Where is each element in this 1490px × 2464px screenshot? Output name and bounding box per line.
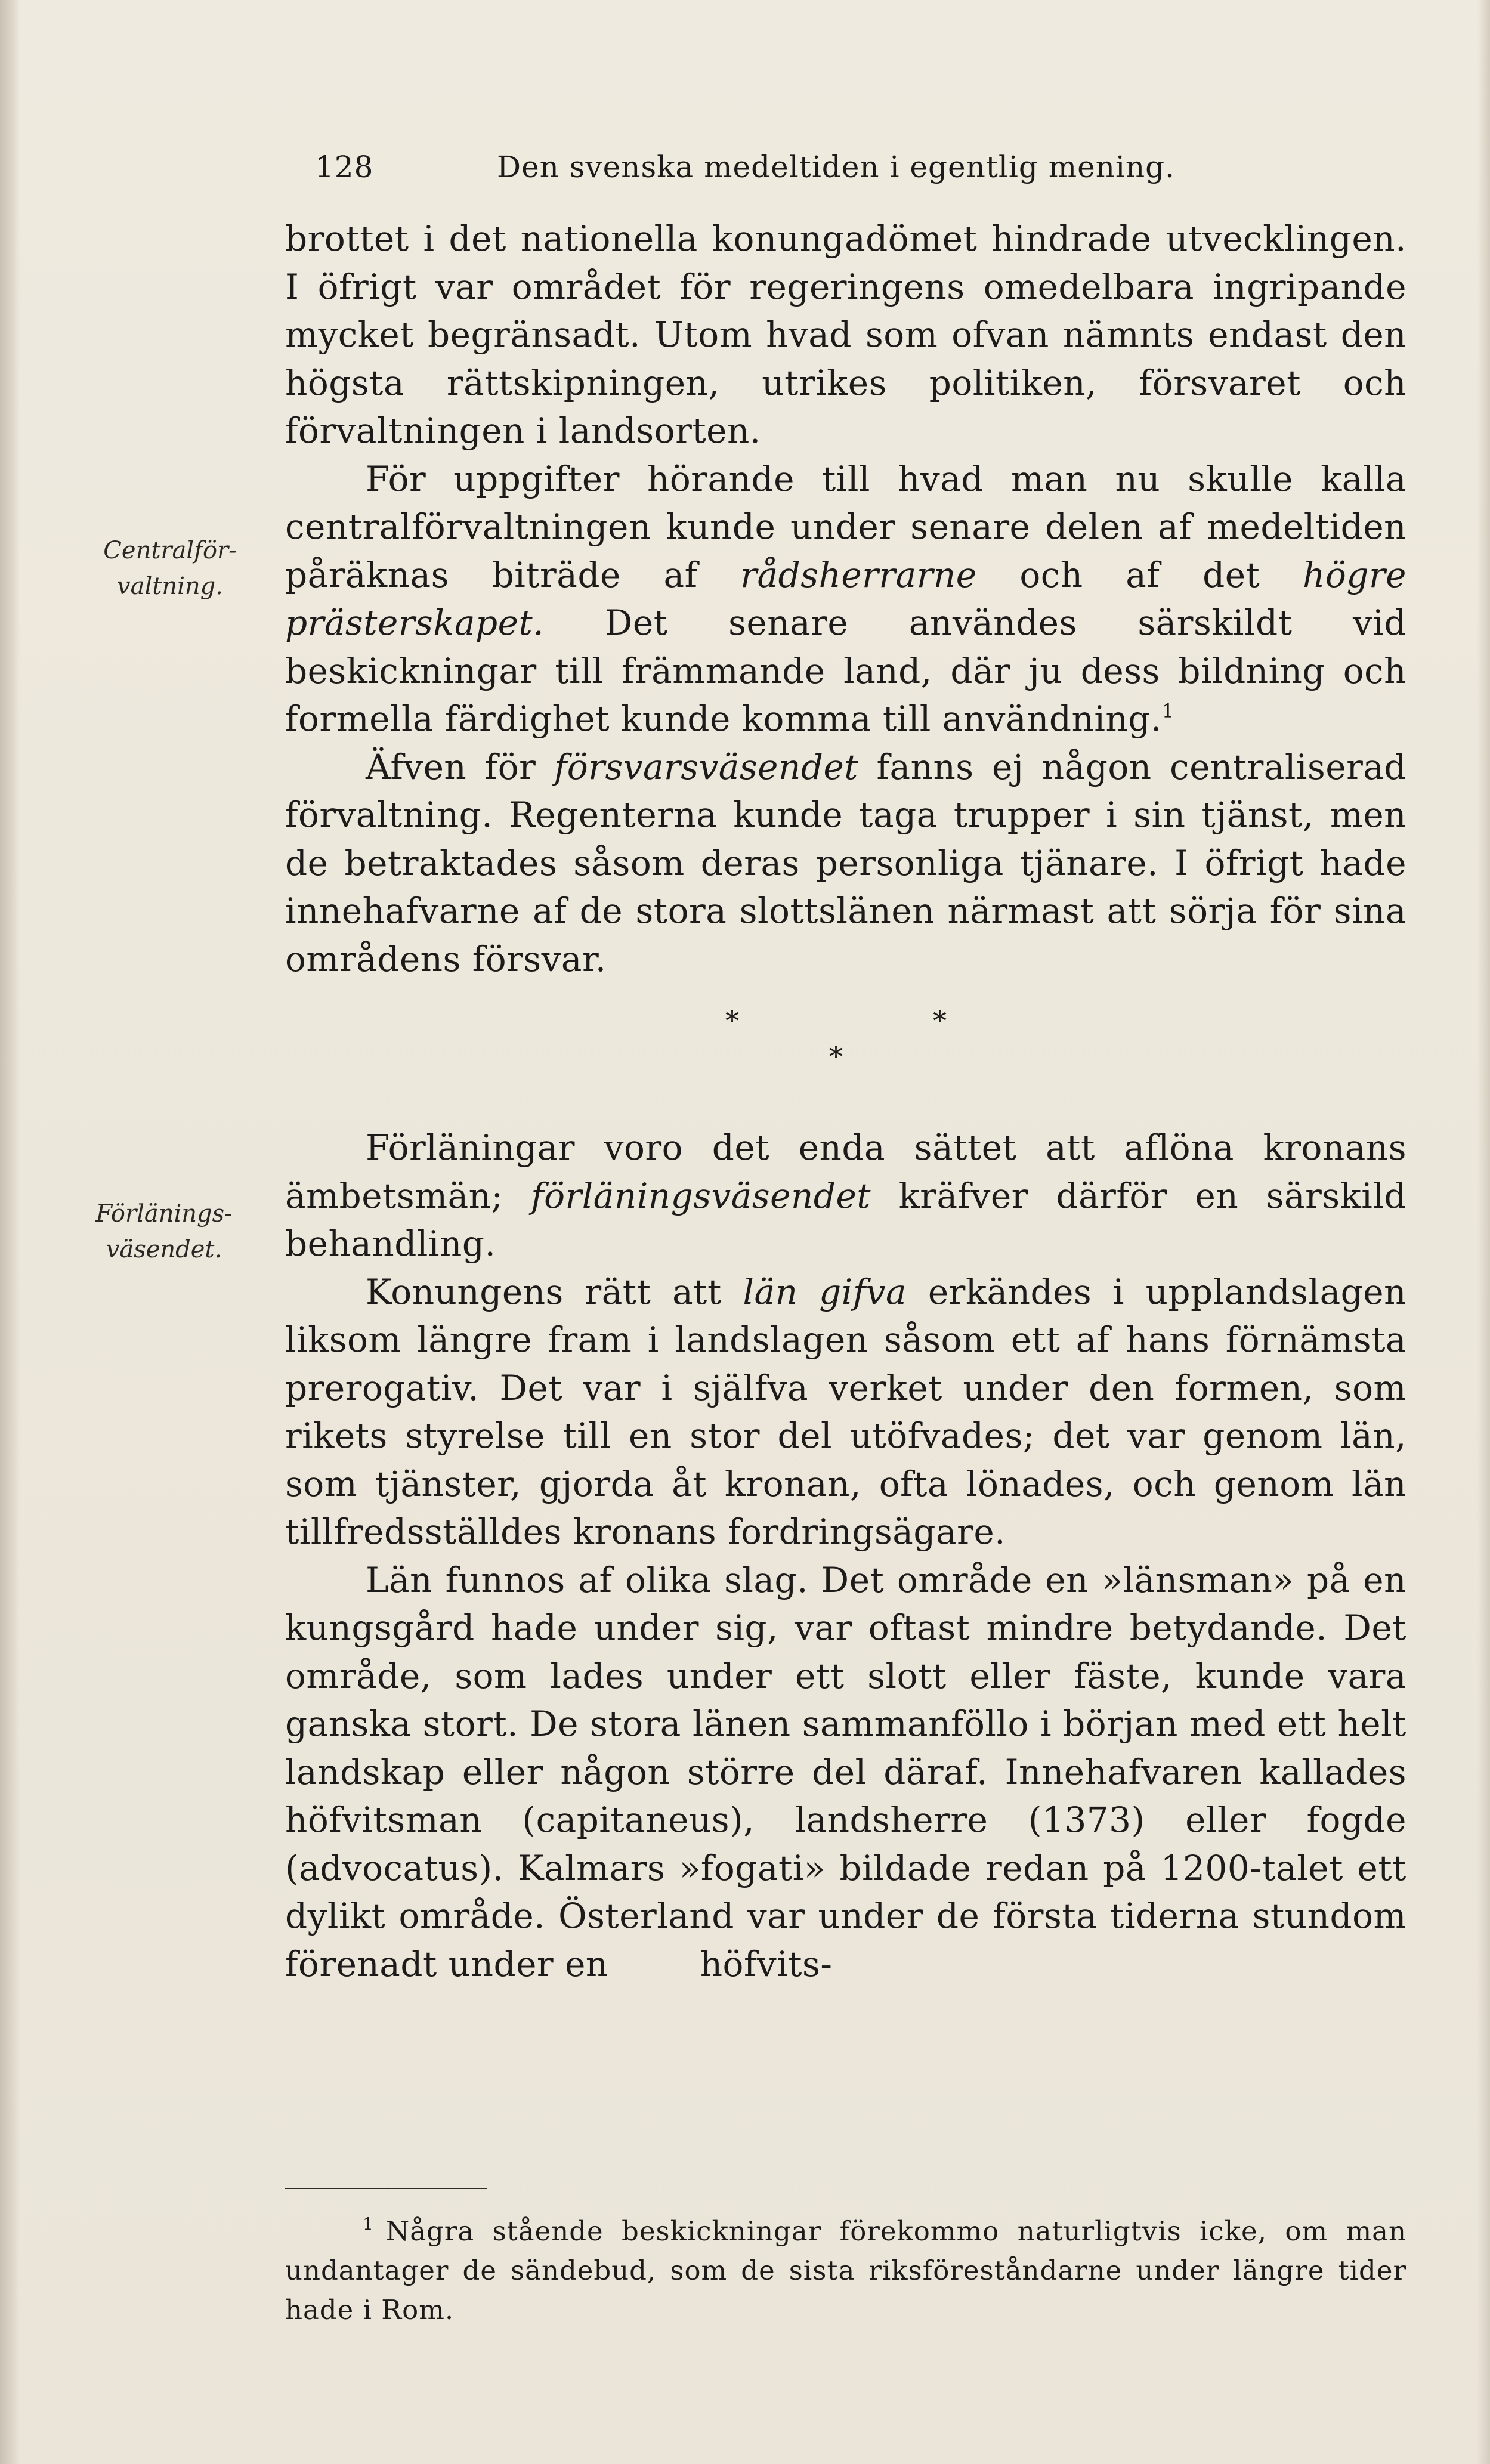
paragraph-text: Län funnos af olika slag. Det område en »länsman» på en kungsgård hade under sig, var oftast mindre betydande. Det område, som lades under ett slott eller fäste, kunde vara ganska stort. De stora länen sammanföllo i början med ett helt landskap eller någon större del däraf. Innehafvaren kallades höfvitsman (capitaneus), landsherre (1373) eller fogde (advocatus). Kalmars »fogati» bildade redan på 1200-talet ett dylikt område. Österland var under de första tiderna stundom förenadt under en bbox=[285, 1559, 1406, 1984]
main-text bbox=[285, 215, 1406, 1988]
italic-term-lan-gifva: län gifva bbox=[743, 1271, 907, 1312]
paragraph-text: För uppgifter hörande till hvad man nu skulle kalla centralförvaltningen kunde under senare delen af medeltiden påräknas biträde af bbox=[285, 458, 1406, 595]
paragraph-lan-slag bbox=[285, 1556, 1406, 1989]
paragraph-continuation: brottet i det nationella konungadömet hindrade utvecklingen. I öfrigt var området för regeringens omedelbara ingripande mycket begränsadt. Utom hvad som ofvan nämnts endast den högsta rättskipningen, utrikes politiken, försvaret och förvaltningen i landsorten. bbox=[285, 218, 1406, 451]
paragraph-text: och af det bbox=[976, 554, 1303, 595]
margin-note-forlaningsvasendet bbox=[66, 1196, 262, 1267]
italic-term-forlaningsvasendet: förläningsväsendet bbox=[531, 1175, 871, 1216]
page-header-title: Den svenska medeltiden i egentlig mening. bbox=[497, 150, 1176, 184]
paragraph-forlaningar bbox=[285, 1124, 1406, 1268]
footnote-text: Några stående beskickningar förekommo naturligtvis icke, om man undantager de sändebud, som de sista riksföreståndarne under längre tider hade i Rom. bbox=[285, 2215, 1406, 2326]
footnote bbox=[285, 2212, 1406, 2330]
margin-note-line: väsendet. bbox=[106, 1236, 222, 1263]
italic-term-radsherrarne: rådsherrarne bbox=[740, 554, 977, 595]
page-right-shadow bbox=[1477, 0, 1490, 2464]
italic-term-hogre-prasterskapet: högre prästerskapet. bbox=[285, 554, 1406, 643]
paragraph-text: erkändes i upplandslagen liksom längre fram i landslagen såsom ett af hans förnämsta prerogativ. Det var i själfva verket under den formen, som rikets styrelse till en stor del utöfvades; det var genom län, som tjänster, gjorda åt kronan, ofta lönades, och genom län tillfredsställdes kronans fordringsägare. bbox=[285, 1271, 1406, 1552]
footnote-reference: 1 bbox=[1161, 700, 1174, 722]
margin-note-line: valtning. bbox=[117, 573, 223, 600]
asterisk-right: * bbox=[933, 1004, 947, 1037]
paragraph-text: kräfver därför en särskild behandling. bbox=[285, 1175, 1406, 1264]
italic-term-forsvarsvasendet: försvarsväsendet bbox=[554, 746, 859, 787]
footnote-marker: 1 bbox=[363, 2214, 374, 2234]
paragraph-konungens-ratt bbox=[285, 1268, 1406, 1556]
paragraph-text: Konungens rätt att bbox=[366, 1271, 743, 1312]
footnote-paragraph bbox=[285, 2212, 1406, 2330]
asterisk-left: * bbox=[725, 1004, 739, 1037]
paragraph-text: Äfven för bbox=[366, 746, 554, 787]
paragraph-text: fanns ej någon centraliserad förvaltning. Regenterna kunde taga trupper i sin tjänst, men de betraktades såsom deras personliga tjänare. I öfrigt hade innehafvarne af de stora slottslänen närmast att sörja för sina områdens försvar. bbox=[285, 746, 1407, 979]
margin-note-line: Centralför- bbox=[103, 537, 237, 564]
paragraph-text: Förläningar voro det enda sättet att aflöna kronans ämbetsmän; bbox=[285, 1127, 1406, 1216]
paragraph-text: Det senare användes särskildt vid beskickningar till främmande land, där ju dess bildning och formella färdighet kunde komma till användning. bbox=[285, 602, 1406, 739]
asterisk-bottom: * bbox=[829, 1040, 843, 1072]
page-left-shadow bbox=[0, 0, 20, 2464]
paragraph-centralforvaltning bbox=[285, 455, 1406, 743]
hyphenated-word: höfvits- bbox=[700, 1943, 833, 1984]
margin-note-line: Förlänings- bbox=[95, 1200, 233, 1228]
margin-note-centralforvaltning bbox=[72, 533, 268, 604]
section-divider-asterism bbox=[285, 983, 1406, 1124]
page-number: 128 bbox=[315, 150, 374, 184]
footnote-separator bbox=[285, 2188, 487, 2189]
running-head bbox=[285, 143, 1406, 191]
paragraph-forsvarsvasendet bbox=[285, 743, 1406, 984]
